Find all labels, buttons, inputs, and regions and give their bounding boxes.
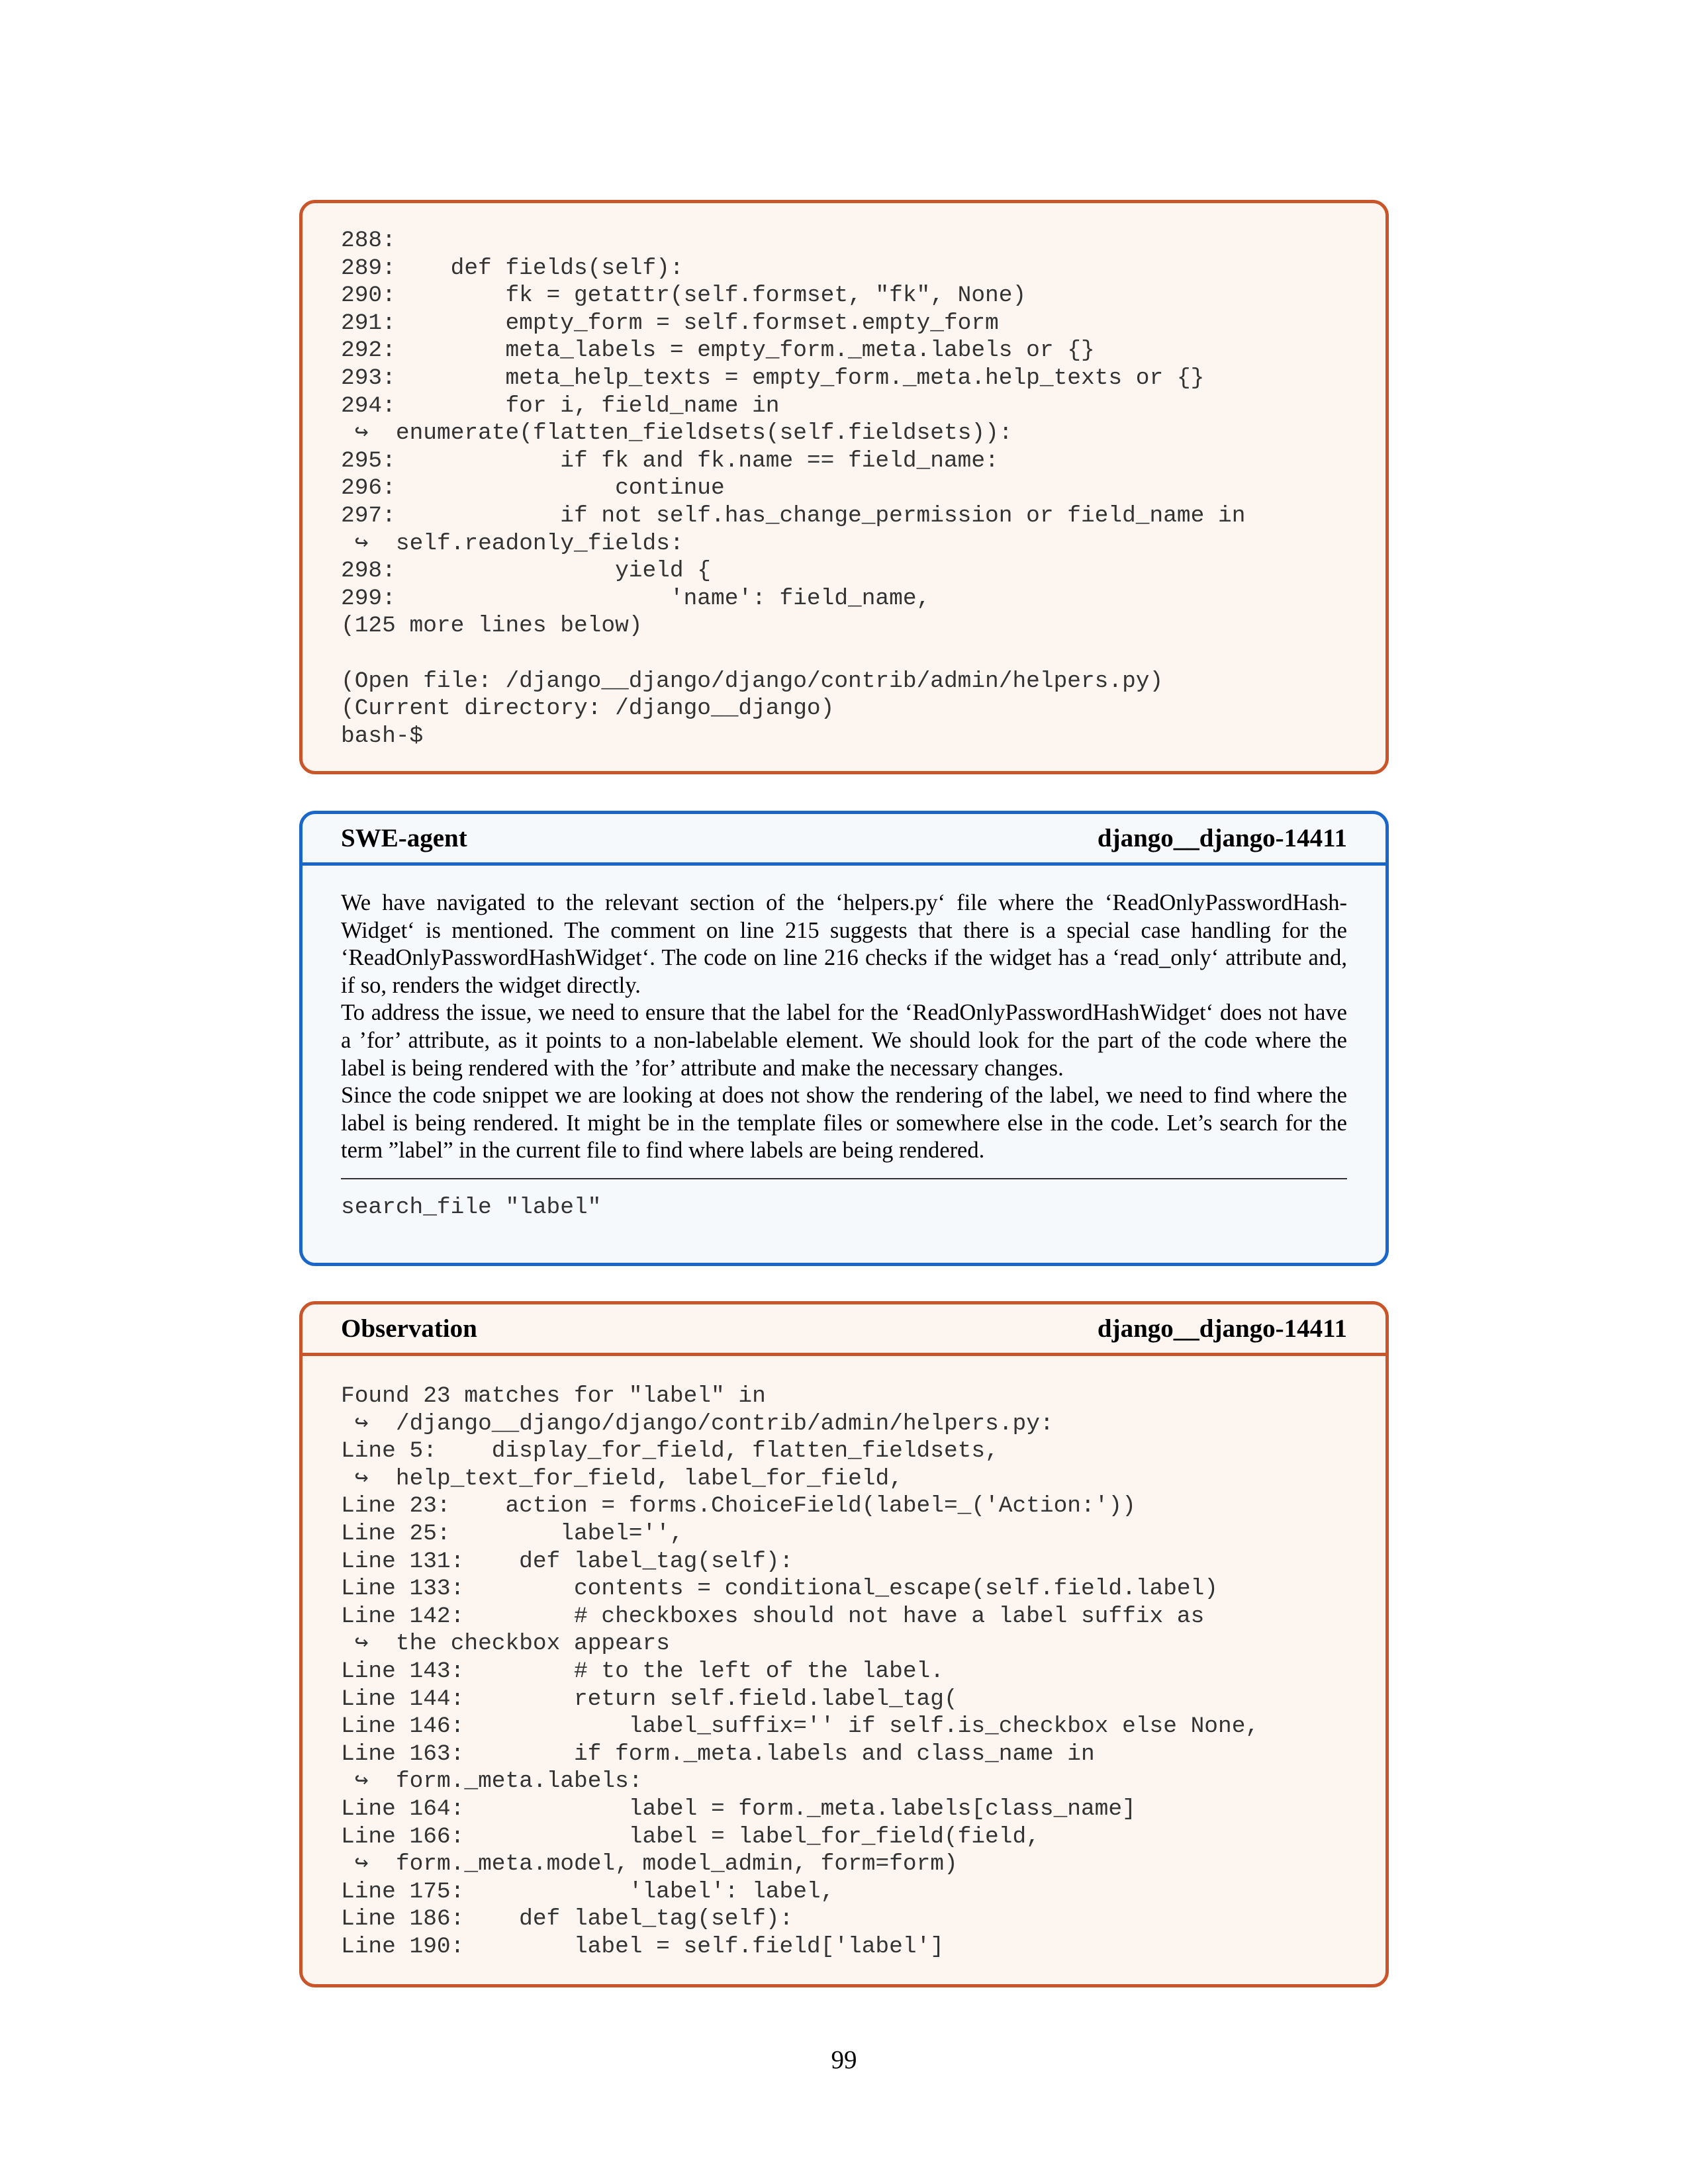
reasoning-paragraph: To address the issue, we need to ensure that the label for the ‘ReadOnlyPasswordHashWidget‘ does not have a ’for’ attribute, as it points to a non-labelable element. We should look for the part of the code where the label is being rendered with the ’for’ attribute and make the necessary changes. — [341, 1000, 1347, 1081]
reasoning-paragraph: Since the code snippet we are looking at does not show the rendering of the label, we need to find where the label is being rendered. It might be in the template files or somewhere else in the code. Let’s search for the term ”label” in the current file to find where labels are being rendered. — [341, 1083, 1347, 1163]
code-line: ↪ self.readonly_fields: — [341, 530, 684, 557]
code-line: 299: 'name': field_name, — [341, 585, 931, 612]
code-line: Line 144: return self.field.label_tag( — [341, 1686, 958, 1712]
terminal-output-box — [299, 200, 1389, 774]
code-line: Line 23: action = forms.ChoiceField(label=_('Action:')) — [341, 1493, 1136, 1520]
code-line: ↪ the checkbox appears — [341, 1631, 670, 1657]
code-line: 291: empty_form = self.formset.empty_form — [341, 310, 999, 336]
code-line: 292: meta_labels = empty_form._meta.labels or {} — [341, 338, 1095, 364]
code-line: 288: — [341, 228, 396, 253]
instance-id: django__django-14411 — [1097, 1314, 1347, 1343]
agent-reasoning — [303, 866, 1385, 1165]
code-line: 293: meta_help_texts = empty_form._meta.help_texts or {} — [341, 365, 1205, 391]
code-line: 294: for i, field_name in — [341, 392, 780, 419]
code-line: Line 5: display_for_field, flatten_fieldsets, — [341, 1438, 999, 1465]
code-line: Line 146: label_suffix='' if self.is_checkbox else None, — [341, 1713, 1260, 1740]
code-line: ↪ form._meta.labels: — [341, 1768, 643, 1795]
observation-box — [299, 1301, 1389, 1987]
observation-title: Observation — [341, 1314, 477, 1343]
code-line: ↪ help_text_for_field, label_for_field, — [341, 1465, 903, 1492]
code-line: ↪ enumerate(flatten_fieldsets(self.fieldsets)): — [341, 420, 1013, 447]
code-line: 297: if not self.has_change_permission or field_name in — [341, 502, 1246, 529]
code-line: 298: yield { — [341, 558, 711, 584]
code-line: 295: if fk and fk.name == field_name: — [341, 447, 999, 474]
code-line: Line 190: label = self.field['label'] — [341, 1933, 944, 1960]
page-number: 99 — [831, 2046, 857, 2074]
code-line: (Open file: /django__django/django/contrib/admin/helpers.py) — [341, 668, 1164, 694]
code-line: Line 175: 'label': label, — [341, 1878, 835, 1905]
code-line: ↪ form._meta.model, model_admin, form=form) — [341, 1851, 958, 1878]
code-line: Line 164: label = form._meta.labels[class_name] — [341, 1796, 1136, 1822]
code-line: Line 131: def label_tag(self): — [341, 1548, 794, 1574]
code-line: (Current directory: /django__django) — [341, 696, 835, 722]
code-line: 289: def fields(self): — [341, 255, 684, 281]
agent-title: SWE-agent — [341, 824, 467, 852]
code-line: (125 more lines below) — [341, 613, 643, 639]
agent-command: search_file "label" — [341, 1194, 602, 1220]
code-line: Line 166: label = label_for_field(field, — [341, 1823, 1040, 1850]
agent-header — [303, 814, 1385, 866]
code-line: Line 142: # checkboxes should not have a label suffix as — [341, 1603, 1205, 1629]
reasoning-paragraph: We have navigated to the relevant section of the ‘helpers.py‘ file where the ‘ReadOnlyPasswordHash-Widget‘ is mentioned. The comment on line 215 suggests that there is a special case handling for the ‘ReadOnlyPasswordHashWidget‘. The code on line 216 checks if the widget has a ‘read_only‘ attribute and, if so, renders the widget directly. — [341, 890, 1347, 998]
search-results — [303, 1356, 1385, 1960]
code-line: Line 186: def label_tag(self): — [341, 1906, 794, 1933]
agent-message-box — [299, 811, 1389, 1266]
code-line: 296: continue — [341, 475, 725, 502]
code-line: Line 163: if form._meta.labels and class_name in — [341, 1741, 1095, 1767]
code-line: Line 133: contents = conditional_escape(self.field.label) — [341, 1576, 1219, 1602]
code-line: Found 23 matches for "label" in — [341, 1383, 766, 1409]
code-line: bash-$ — [341, 723, 424, 749]
code-line: Line 25: label='', — [341, 1520, 684, 1547]
code-line: 290: fk = getattr(self.formset, "fk", None) — [341, 283, 1027, 309]
code-line: Line 143: # to the left of the label. — [341, 1658, 944, 1684]
code-line: ↪ /django__django/django/contrib/admin/helpers.py: — [341, 1410, 1054, 1437]
code-listing — [303, 203, 1385, 750]
observation-header — [303, 1304, 1385, 1356]
instance-id: django__django-14411 — [1097, 824, 1347, 852]
